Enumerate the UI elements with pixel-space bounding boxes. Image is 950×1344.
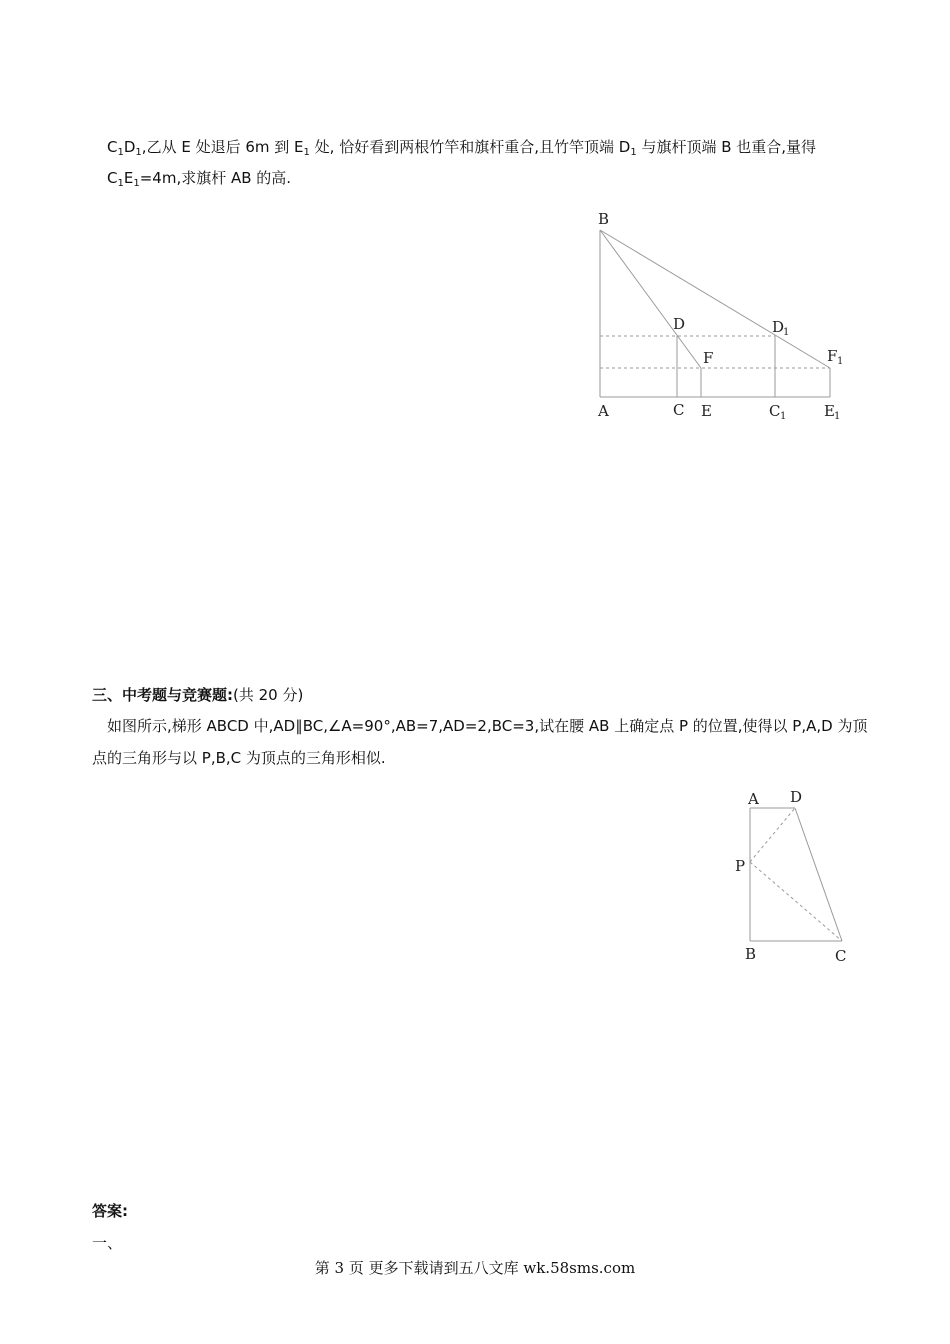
label-F1: F	[827, 347, 838, 365]
problem-text-line1: $C_1D_1$,乙从 E 处退后 6m 到 $E_1$ 处, 恰好看到两根竹竿和旗杆重合,且竹竿顶端 $D_1$ 与旗杆顶端 B 也重合,量得	[107, 138, 817, 158]
label-C: C	[835, 947, 847, 965]
answers-title: 答案:	[92, 1202, 128, 1220]
label-D: D	[673, 315, 686, 333]
answers-item1: 一、	[92, 1234, 123, 1252]
label-E1: E	[824, 402, 835, 420]
problem-text-line2: $C_1E_1=4m$,求旗杆 AB 的高.	[107, 169, 292, 189]
label-C: C	[673, 401, 685, 419]
label-B: B	[598, 210, 610, 228]
section3-heading: 三、中考题与竞赛题:(共 20 分)	[92, 686, 304, 704]
label-C1: C	[769, 402, 781, 420]
label-P: P	[735, 857, 746, 875]
label-A: A	[598, 402, 609, 420]
dashed-PD	[750, 808, 795, 862]
label-B: B	[745, 945, 757, 963]
label-C1-sub: 1	[780, 411, 787, 422]
label-D1: D	[772, 318, 785, 336]
page-footer: 第 3 页 更多下载请到五八文库 wk.58sms.com	[314, 1259, 636, 1277]
section3-text-line1: 如图所示,梯形 ABCD 中,AD∥BC,∠A=90°,AB=7,AD=2,BC=3,试在腰 AB 上确定点 P 的位置,使得以 P,A,D 为顶	[107, 717, 868, 735]
label-A: A	[748, 790, 759, 808]
label-E1-sub: 1	[834, 411, 841, 422]
label-F: F	[703, 349, 714, 367]
label-E: E	[701, 402, 712, 420]
label-D1-sub: 1	[783, 327, 790, 338]
label-F1-sub: 1	[837, 356, 844, 367]
section3-text-line2: 点的三角形与以 P,B,C 为顶点的三角形相似.	[92, 749, 386, 767]
label-D: D	[790, 788, 803, 806]
